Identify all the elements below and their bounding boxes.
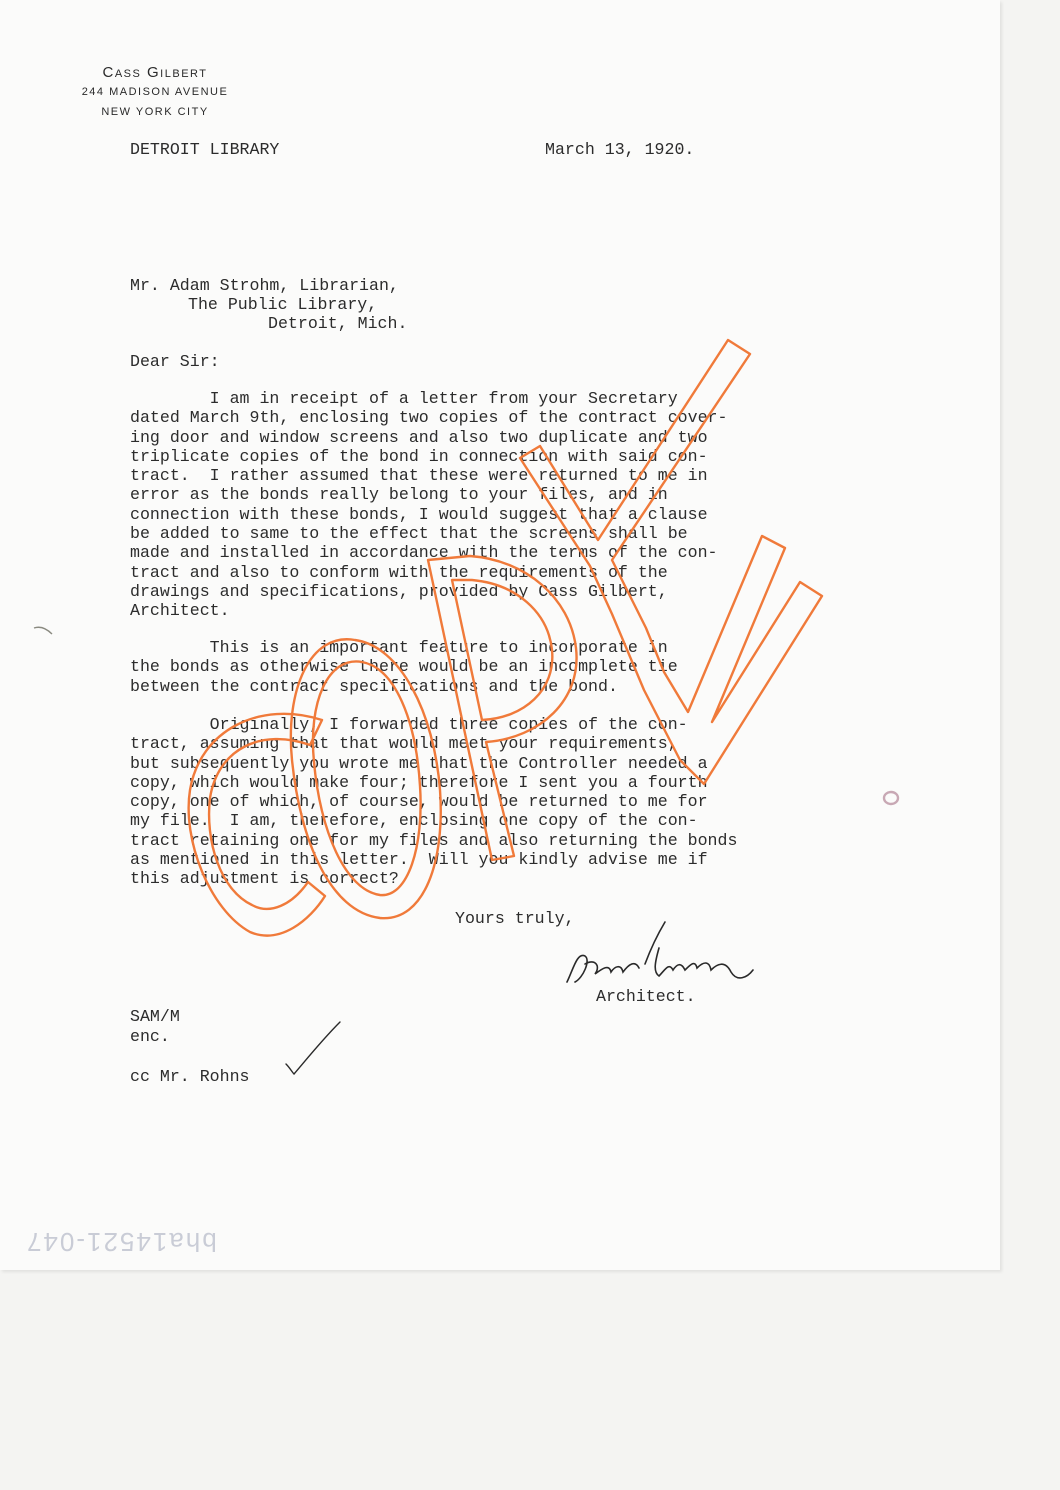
body-line: Originally, I forwarded three copies of the con- [130,715,688,734]
body-line: as mentioned in this letter. Will you kindly advise me if [130,850,708,870]
body-line: between the contract specifications and the bond. [130,676,618,696]
body-line: drawings and specifications, provided by Cass Gilbert, [130,581,668,601]
carbon-copy-note: cc Mr. Rohns [130,1067,250,1086]
body-line: be added to same to the effect that the screens shall be [130,524,688,544]
body-line: This is an important feature to incorporate in [130,638,668,657]
letterhead-address: 244 MADISON AVENUE [81,86,229,98]
body-line: triplicate copies of the bond in connection with said con- [130,446,708,466]
body-line: this adjustment is correct? [130,869,399,889]
letter-date: March 13, 1920. [545,140,695,159]
body-line: copy, which would make four; therefore I sent you a fourth [130,772,708,792]
body-line: made and installed in accordance with the terms of the con- [130,543,718,563]
closing: Yours truly, [455,909,575,928]
body-line: connection with these bonds, I would suggest that a clause [130,504,708,524]
letterhead-name: Cass Gilbert [102,64,208,81]
body-line: tract retaining one for my files and also returning the bonds [130,830,738,850]
addressee-line-1: Mr. Adam Strohm, Librarian, [130,276,399,295]
body-line: tract. I rather assumed that these were returned to me in [130,466,708,486]
archival-number: bha14521-047 [25,1227,217,1257]
letterhead-city: NEW YORK CITY [101,106,209,118]
body-line: my file. I am, therefore, enclosing one copy of the con- [130,811,698,831]
body-line: I am in receipt of a letter from your Secretary [130,389,678,408]
reference-initials: SAM/M [130,1007,180,1026]
letter-subject: DETROIT LIBRARY [130,140,280,159]
body-line: tract and also to conform with the requirements of the [130,562,668,582]
body-line: error as the bonds really belong to your files, and in [130,485,668,505]
handwritten-signature [555,912,765,992]
body-paragraph-2 [130,638,678,696]
body-line: ing door and window screens and also two duplicate and two [130,427,708,447]
pencil-mark-icon [30,620,60,640]
body-line: tract, assuming that that would meet your requirements, [130,734,678,754]
enclosure-note: enc. [130,1027,170,1046]
body-line: but subsequently you wrote me that the Controller needed a [130,753,708,773]
signature-title: Architect. [596,987,696,1006]
body-line: copy, one of which, of course, would be returned to me for [130,792,708,812]
body-line: Architect. [130,601,230,621]
check-mark-icon [280,1018,350,1078]
salutation: Dear Sir: [130,352,220,371]
body-paragraph-1 [130,389,727,621]
body-line: dated March 9th, enclosing two copies of the contract cover- [130,408,728,428]
body-line: the bonds as otherwise there would be an incomplete tie [130,657,678,677]
addressee-line-3: Detroit, Mich. [268,314,408,333]
addressee-line-2: The Public Library, [188,295,378,314]
circle-mark-icon [876,786,906,812]
body-paragraph-3 [130,715,737,889]
